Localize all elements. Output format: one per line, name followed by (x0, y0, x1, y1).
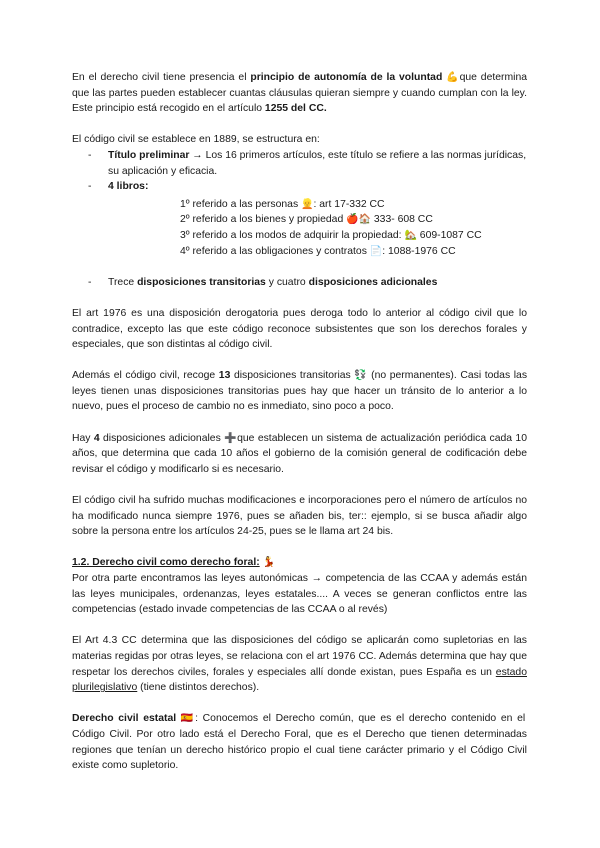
book-item: 2º referido a los bienes y propiedad 🍎🏠 333- 608 CC (180, 214, 433, 226)
paragraph-autonomia: En el derecho civil tiene presencia el principio de autonomía de la voluntad 💪que determina que las partes pueden establecer cuantas cláusulas quieran siempre y cuando cumplan con la ley. Este principio está recogido en el artículo 1255 del CC. (72, 72, 528, 115)
flexed-biceps-icon: 💪 (446, 72, 460, 83)
house-icon: 🏡 (404, 229, 417, 241)
book-item: 3º referido a los modos de adquirir la propiedad: 🏡 609-1087 CC (180, 229, 482, 241)
plus-icon: ➕ (224, 432, 238, 444)
list-item-trece: - Trece disposiciones transitorias y cuatro disposiciones adicionales (72, 275, 527, 291)
paragraph-art-1976: El art 1976 es una disposición derogatoria pues deroga todo lo anterior al código civil que lo contradice, excepto las que este código reconoce subsistentes que son los derechos forales y especiales, que son distintas al código civil. (72, 307, 527, 351)
apple-house-icon: 🍎🏠 (346, 214, 372, 226)
person-icon: 👱 (301, 198, 314, 210)
paragraph-transitorias: Además el código civil, recoge 13 disposiciones transitorias 💱 (no permanentes). Casi todas las leyes tienen unas disposiciones transitorias pues hay que hacer un tránsito de lo anterior a lo nuevo, pues el proceso de cambio no es inmediato, sino poco a poco. (72, 370, 528, 413)
books-list (180, 197, 527, 259)
plurilegislativo-underlined: estado plurilegislativo (72, 666, 527, 694)
paragraph-modificaciones: El código civil ha sufrido muchas modificaciones e incorporaciones pero el número de artículos no ha modificado nunca siempre 1976, pues se añaden bis, ter:: ejemplo, si se busca añadir algo sobre la persona entre los artículos 24-25, pues se le llama art 24 bis. (72, 495, 527, 538)
structure-list (72, 148, 527, 290)
section-heading (72, 555, 527, 571)
book-item: 1º referido a las personas 👱: art 17-332 CC (180, 198, 385, 210)
list-item-titulo: - Título preliminar → Los 16 primeros artículos, este título se refiere a las normas jurídicas, su aplicación y eficacia. (88, 149, 527, 177)
document-icon: 📄 (369, 245, 383, 257)
autonomia-bold: principio de autonomía de la voluntad (250, 72, 443, 83)
heading-foral: 1.2. Derecho civil como derecho foral: (72, 557, 260, 569)
dash-bullet: - (88, 181, 92, 193)
spain-flag-icon: 🇪🇸 (180, 713, 196, 725)
paragraph-estructura: El código civil se establece en 1889, se estructura en: (72, 134, 320, 146)
dancer-icon: 💃 (262, 557, 276, 569)
book-item: 4º referido a las obligaciones y contratos 📄: 1088-1976 CC (180, 245, 456, 257)
paragraph-autonomicas: Por otra parte encontramos las leyes autonómicas → competencia de las CCAA y además están las leyes municipales, ordenanzas, leyes estatales.... A veces se generan conflictos entre las competencias (estado invade competencias de las CCAA o al revés) (72, 573, 527, 616)
dash-bullet: - (88, 276, 92, 288)
paragraph-derecho-estatal: Derecho civil estatal 🇪🇸: Conocemos el Derecho común, que es el derecho contenido en el Código Civil. Por otro lado está el Derecho Foral, que es el Derecho que tienen determinadas regiones que tenían un derecho histórico propio el cual tiene carácter primario y el Código Civil existe como supletorio. (72, 713, 527, 772)
article-1255-bold: 1255 del CC. (264, 103, 327, 115)
dash-bullet: - (88, 149, 92, 161)
currency-exchange-icon: 💱 (354, 370, 368, 382)
list-item-libros: - 4 libros: 1º referido a las personas 👱: art 17-332 CC 2º referido a los bienes y propiedad 🍎🏠 333- 608 CC 3º referido a los modos de adquirir la propiedad: 🏡 609-1087 CC 4º referido a las obligaciones y contratos 📄: 1088-1976 CC (72, 179, 527, 275)
paragraph-adicionales: Hay 4 disposiciones adicionales ➕que establecen un sistema de actualización periódica cada 10 años, que determina que cada 10 años el gobierno de la comisión general de codificación debe revisar el código y modificarlo si es necesario. (72, 432, 527, 475)
document-page (72, 70, 527, 789)
paragraph-art-4-3: El Art 4.3 CC determina que las disposiciones del código se aplicarán como supletorias en las materias regidas por otras leyes, se relaciona con el art 1976 CC. Además determina que hay que respetar los derechos civiles, forales y especiales allí donde existan, pues España es un estado plurilegislativo (tiene distintos derechos). (72, 635, 527, 694)
